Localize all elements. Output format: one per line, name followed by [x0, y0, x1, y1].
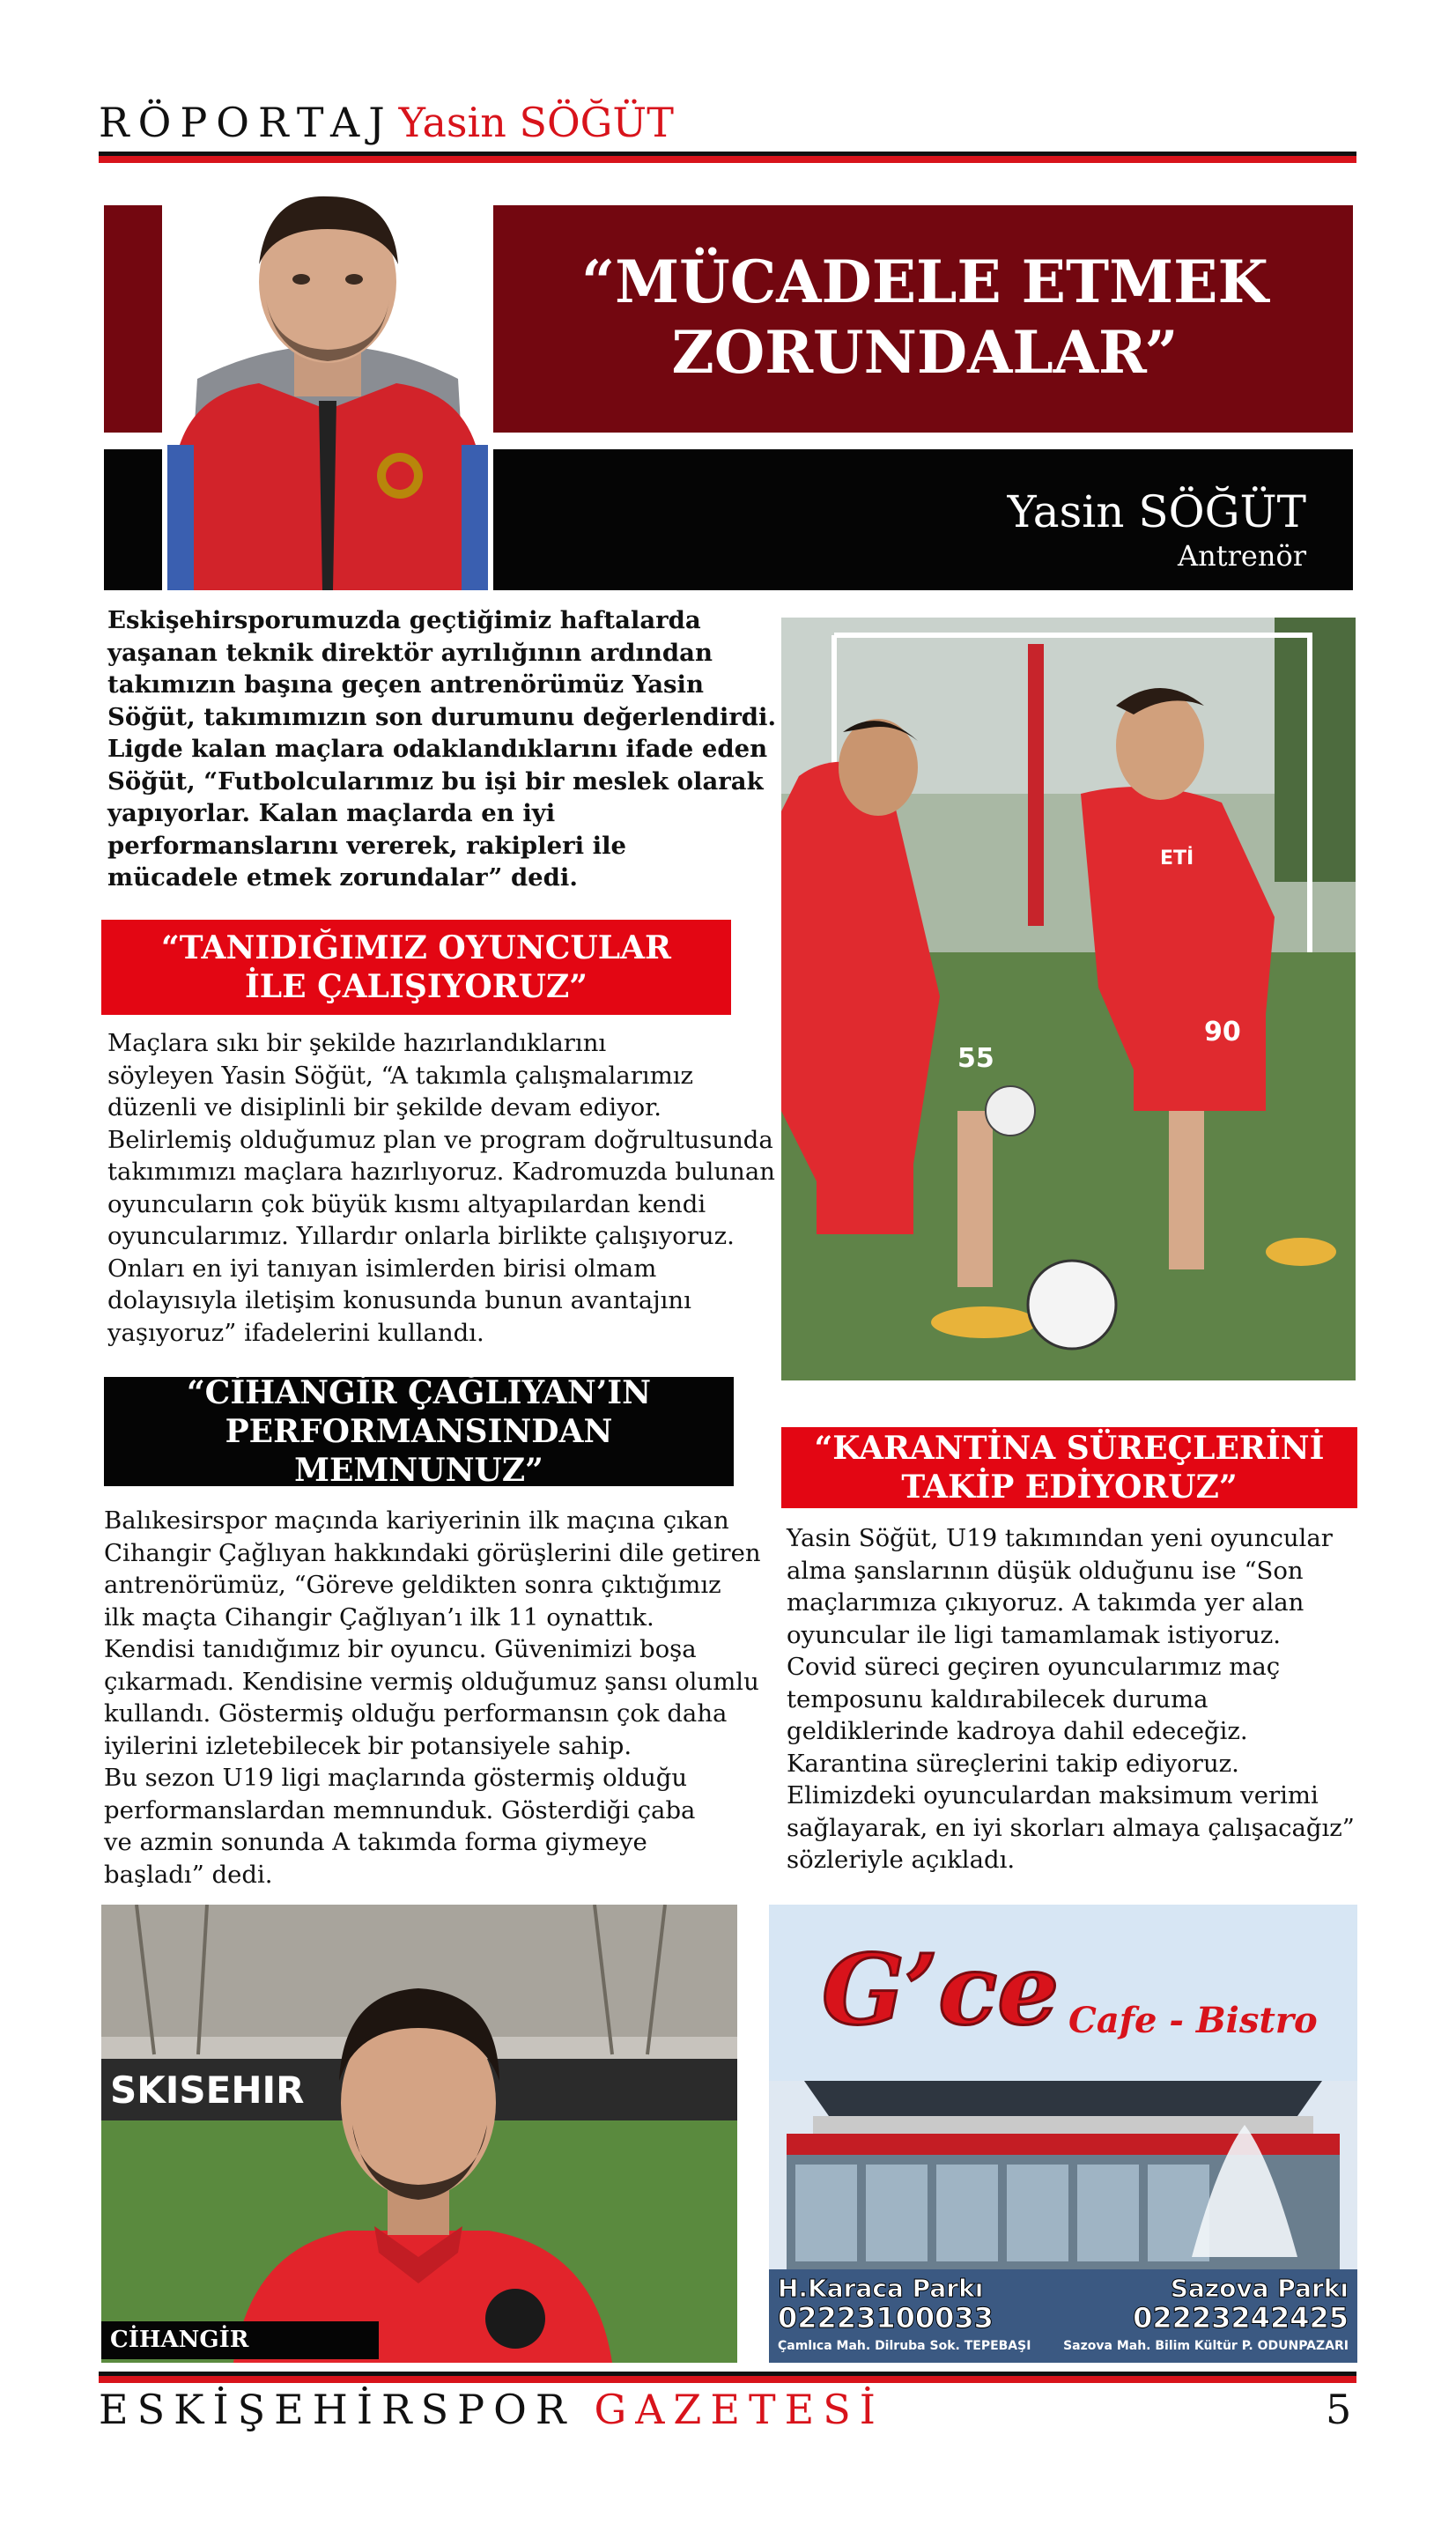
interviewee-role: Antrenör: [1178, 539, 1306, 573]
body-line: söyleyen Yasin Söğüt, “A takımla çalışmalarımız: [107, 1061, 694, 1090]
ad-subtitle: Cafe - Bistro: [1068, 2000, 1318, 2041]
ad-right-place: Sazova Parkı: [1170, 2274, 1349, 2303]
body-line: kullandı. Göstermiş olduğu performansın çok daha: [104, 1699, 728, 1728]
intro-line: Söğüt, takımımızın son durumunu değerlendirdi.: [107, 702, 777, 731]
subheading-line: “CİHANGİR ÇAĞLIYAN’IN: [186, 1374, 652, 1411]
stadium-banner-text: SKISEHIR: [110, 2068, 305, 2112]
footer-rule-red: [99, 2376, 1356, 2383]
footer-name-part1: ESKİŞEHİRSPOR: [99, 2386, 575, 2433]
body-line: maçlarımıza çıkıyoruz. A takımda yer alan: [787, 1588, 1304, 1617]
subheading-cihangir: [104, 1374, 734, 1489]
player-photo-caption: CİHANGİR: [101, 2321, 379, 2359]
body-line: Cihangir Çağlıyan hakkındaki görüşlerini dile getiren: [104, 1538, 761, 1567]
footer-publication-name: [99, 2386, 884, 2433]
body-line: Covid süreci geçiren oyuncularımız maç: [787, 1653, 1281, 1681]
body-line: Maçlara sıkı bir şekilde hazırlandıklarını: [107, 1029, 607, 1057]
player-photo: [101, 1905, 737, 2363]
body-line: sözleriyle açıkladı.: [787, 1846, 1016, 1874]
body-line: antrenörümüz, “Göreve geldikten sonra çıktığımız: [104, 1571, 721, 1599]
body-line: oyuncular ile ligi tamamlamak istiyoruz.: [787, 1620, 1282, 1649]
body-line: takımımızı maçlara hazırlıyoruz. Kadromuzda bulunan: [107, 1158, 775, 1186]
body-line: iyilerini izletebilecek bir potansiyele sahip.: [104, 1731, 632, 1760]
intro-line: yapıyorlar. Kalan maçlarda en iyi: [107, 799, 556, 827]
subheading-line: “TANIDIĞIMIZ OYUNCULAR: [161, 929, 671, 966]
headline-line-1: “MÜCADELE ETMEK: [581, 248, 1268, 316]
subheading-line: TAKİP EDİYORUZ”: [901, 1469, 1238, 1506]
subheading-line: İLE ÇALIŞIYORUZ”: [244, 968, 588, 1005]
footer-name-part2: GAZETESİ: [594, 2386, 884, 2433]
subheading-line: “KARANTİNA SÜREÇLERİNİ: [814, 1430, 1325, 1467]
ad-brand-logo: G’ce: [822, 1933, 1060, 2046]
body-line: performanslardan memnunduk. Gösterdiği çaba: [104, 1795, 696, 1824]
body-line: Bu sezon U19 ligi maçlarında göstermiş olduğu: [104, 1764, 688, 1792]
body-line: oyuncuların çok büyük kısmı altyapılardan kendi: [107, 1189, 706, 1218]
body-line: çıkarmadı. Kendisine vermiş olduğumuz şansı olumlu: [104, 1667, 759, 1696]
ad-left-phone: 02223100033: [778, 2301, 994, 2335]
body-line: Kendisi tanıdığımız bir oyuncu. Güvenimizi boşa: [104, 1635, 697, 1663]
intro-paragraph: [107, 604, 777, 894]
section-label: RÖPORTAJ: [99, 99, 394, 146]
cafe-advertisement: [769, 1905, 1357, 2363]
subheading-tanidigimiz: [101, 920, 731, 1015]
interview-headline: [528, 247, 1321, 388]
sponsor-text: ETİ: [1160, 847, 1194, 870]
intro-line: Söğüt, “Futbolcularımız bu işi bir meslek olarak: [107, 766, 764, 796]
body-line: temposunu kaldırabilecek duruma: [787, 1684, 1208, 1713]
intro-line: performanslarını vererek, rakipleri ile: [107, 831, 627, 860]
subheading-karantina: [781, 1427, 1357, 1508]
body-line: geldiklerinde kadroya dahil edeceğiz.: [787, 1717, 1248, 1745]
body-line: düzenli ve disiplinli bir şekilde devam ediyor.: [107, 1093, 662, 1121]
body-line: sağlayarak, en iyi skorları almaya çalışacağız”: [787, 1813, 1355, 1842]
header-rule-red: [99, 156, 1356, 163]
body-line: Balıkesirspor maçında kariyerinin ilk maçına çıkan: [104, 1506, 729, 1535]
intro-line: mücadele etmek zorundalar” dedi.: [107, 863, 578, 892]
body-line: Onları en iyi tanıyan isimlerden birisi olmam: [107, 1254, 657, 1283]
training-photo: [781, 618, 1356, 1380]
body-line: başladı” dedi.: [104, 1860, 273, 1889]
section2-paragraph: [104, 1505, 791, 1891]
intro-line: Eskişehirsporumuzda geçtiğimiz haftalarda: [107, 606, 701, 634]
body-line: Yasin Söğüt, U19 takımından yeni oyuncular: [787, 1524, 1333, 1552]
interviewee-name: Yasin SÖĞÜT: [1007, 486, 1306, 537]
headline-line-2: ZORUNDALAR”: [671, 318, 1179, 387]
section3-paragraph: [787, 1522, 1359, 1876]
header-person-name: Yasin SÖĞÜT: [398, 99, 674, 146]
body-line: dolayısıyla iletişim konusunda bunun avantajını: [107, 1286, 691, 1314]
intro-line: takımızın başına geçen antrenörümüz Yasin: [107, 670, 704, 699]
intro-line: yaşanan teknik direktör ayrılığının ardından: [107, 638, 713, 667]
ad-right-phone: 02223242425: [1133, 2301, 1349, 2335]
intro-line: Ligde kalan maçlara odaklandıklarını ifade eden: [107, 735, 768, 763]
ad-left-place: H.Karaca Parkı: [778, 2274, 984, 2303]
body-line: oyuncularımız. Yıllardır onlarla birlikte çalışıyoruz.: [107, 1222, 735, 1250]
coach-photo: [162, 181, 493, 590]
section-header: [99, 99, 674, 146]
body-line: ve azmin sonunda A takımda forma giymeye: [104, 1828, 647, 1856]
ad-right-address: Sazova Mah. Bilim Kültür P. ODUNPAZARI: [1063, 2339, 1349, 2353]
jersey-number: 55: [957, 1043, 994, 1074]
hero-band-left: [104, 205, 162, 433]
body-line: Belirlemiş olduğumuz plan ve program doğrultusunda: [107, 1125, 773, 1154]
subheading-line: PERFORMANSINDAN MEMNUNUZ”: [225, 1413, 613, 1489]
body-line: alma şanslarının düşük olduğunu ise “Son: [787, 1556, 1304, 1585]
body-line: yaşıyoruz” ifadelerini kullandı.: [107, 1318, 484, 1347]
body-line: Karantina süreçlerini takip ediyoruz.: [787, 1749, 1239, 1778]
body-line: ilk maçta Cihangir Çağlıyan’ı ilk 11 oynattık.: [104, 1602, 654, 1632]
section1-paragraph: [107, 1027, 786, 1349]
ad-left-address: Çamlıca Mah. Dilruba Sok. TEPEBAŞI: [778, 2339, 1031, 2353]
body-line: Elimizdeki oyunculardan maksimum verimi: [787, 1781, 1319, 1809]
jersey-number: 90: [1204, 1017, 1241, 1047]
page-number: 5: [1326, 2386, 1352, 2433]
